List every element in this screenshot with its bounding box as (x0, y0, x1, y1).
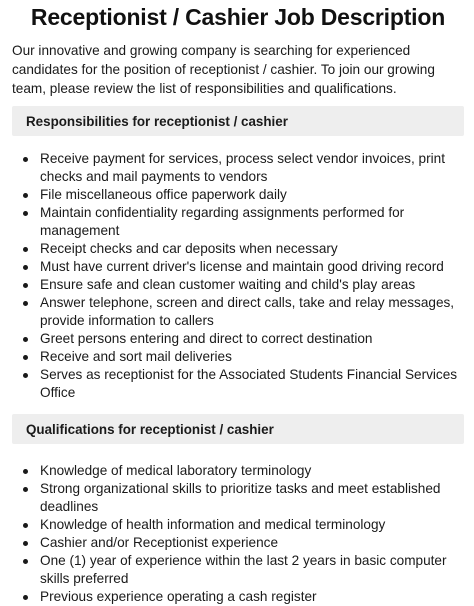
list-item-text: Cashier and/or Receptionist experience (40, 535, 279, 550)
list-item (12, 552, 464, 588)
list-item-text: Receive and sort mail deliveries (40, 349, 232, 364)
page-title: Receptionist / Cashier Job Description (30, 4, 446, 30)
bullet-icon (23, 301, 28, 306)
bullet-icon (23, 541, 28, 546)
qualifications-heading-text: Qualifications for receptionist / cashier (26, 421, 274, 437)
list-item (12, 294, 464, 330)
list-item-text: Knowledge of health information and medical terminology (40, 517, 386, 532)
list-item (12, 150, 464, 186)
bullet-icon (23, 355, 28, 360)
responsibilities-heading (12, 106, 464, 136)
list-item-text: One (1) year of experience within the last 2 years in basic computer skills preferred (40, 553, 447, 586)
list-item-text: Answer telephone, screen and direct calls, take and relay messages, provide information to callers (40, 295, 455, 328)
qualifications-list (12, 462, 464, 606)
list-item (12, 480, 464, 516)
list-item-text: Ensure safe and clean customer waiting and child's play areas (40, 277, 416, 292)
bullet-icon (23, 211, 28, 216)
bullet-icon (23, 247, 28, 252)
list-item (12, 258, 464, 276)
list-item-text: Knowledge of medical laboratory terminology (40, 463, 312, 478)
bullet-icon (23, 487, 28, 492)
list-item-text: Must have current driver's license and maintain good driving record (40, 259, 444, 274)
list-item (12, 588, 464, 606)
bullet-icon (23, 595, 28, 600)
bullet-icon (23, 373, 28, 378)
list-item-text: Serves as receptionist for the Associated Students Financial Services Office (40, 367, 458, 400)
list-item-text: Greet persons entering and direct to correct destination (40, 331, 373, 346)
list-item (12, 330, 464, 348)
responsibilities-heading-text: Responsibilities for receptionist / cashier (26, 113, 288, 129)
list-item-text: Strong organizational skills to prioritize tasks and meet established deadlines (40, 481, 441, 514)
bullet-icon (23, 523, 28, 528)
list-item (12, 276, 464, 294)
list-item (12, 348, 464, 366)
bullet-icon (23, 265, 28, 270)
bullet-icon (23, 337, 28, 342)
bullet-icon (23, 283, 28, 288)
list-item (12, 534, 464, 552)
list-item (12, 516, 464, 534)
list-item-text: Receive payment for services, process select vendor invoices, print checks and mail payments to vendors (40, 151, 445, 184)
list-item (12, 240, 464, 258)
list-item-text: Maintain confidentiality regarding assignments performed for management (40, 205, 405, 238)
list-item (12, 204, 464, 240)
bullet-icon (23, 469, 28, 474)
list-item (12, 462, 464, 480)
list-item (12, 366, 464, 402)
list-item (12, 186, 464, 204)
list-item-text: File miscellaneous office paperwork daily (40, 187, 287, 202)
qualifications-heading (12, 414, 464, 444)
bullet-icon (23, 193, 28, 198)
bullet-icon (23, 157, 28, 162)
list-item-text: Previous experience operating a cash register (40, 589, 317, 604)
responsibilities-list (12, 150, 464, 402)
intro-paragraph: Our innovative and growing company is searching for experienced candidates for the position of receptionist / cashier. To join our growing team, please review the list of responsibilities and qualifications. (12, 43, 435, 96)
bullet-icon (23, 559, 28, 564)
list-item-text: Receipt checks and car deposits when necessary (40, 241, 338, 256)
